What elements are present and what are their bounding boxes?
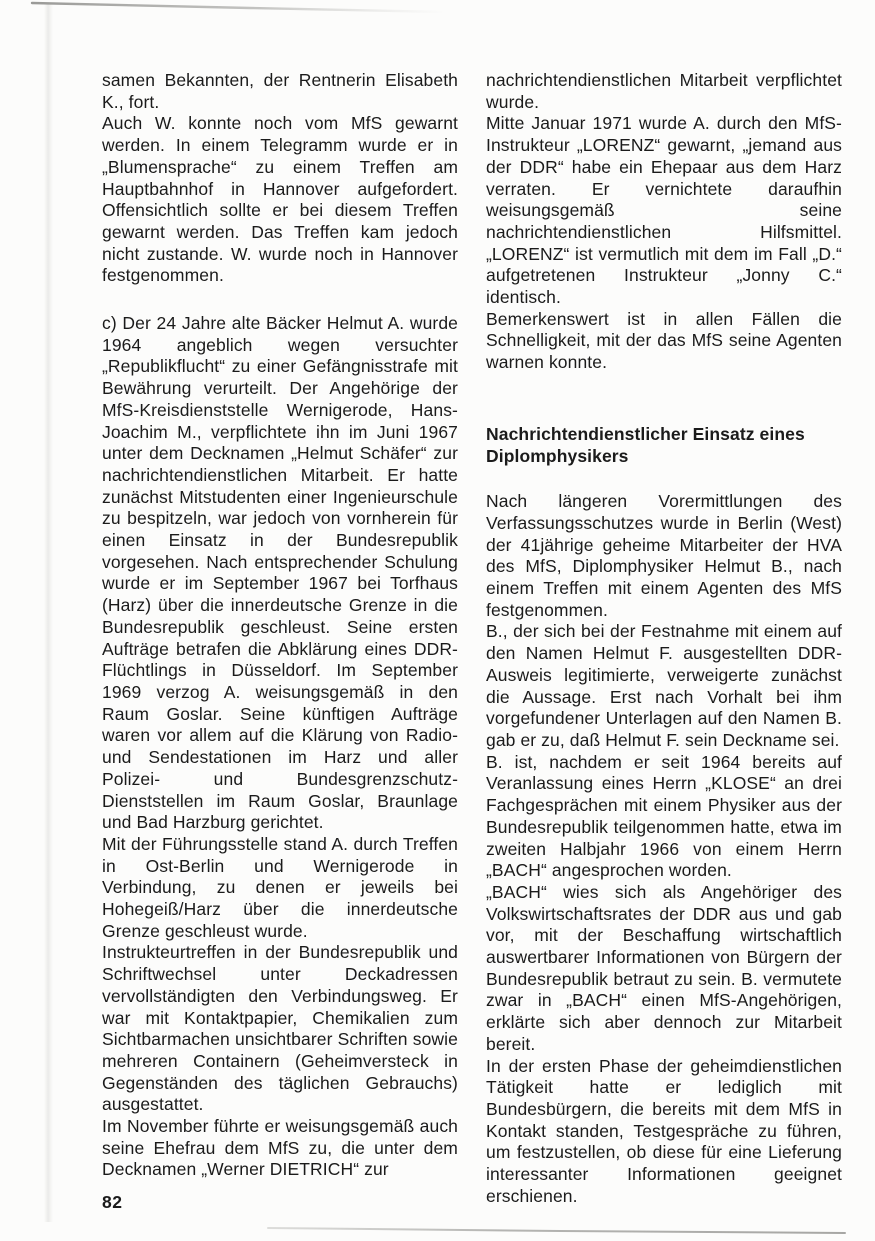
left-column	[102, 70, 458, 1207]
paragraph: In der ersten Phase der geheimdienstlichen Tätigkeit hatte er lediglich mit Bundesbürgern, die bereits mit dem MfS in Kontakt standen, Testgespräche zu führen, um festzustellen, ob diese für eine Lieferung interessanter Informationen geeignet erschienen.	[486, 1055, 842, 1206]
paragraph-case-c: c) Der 24 Jahre alte Bäcker Helmut A. wurde 1964 angeblich wegen versuchter „Republikflucht“ zu einer Gefängnisstrafe mit Bewährung verurteilt. Der Angehörige der MfS-Kreisdienststelle Wernigerode, Hans-Joachim M., verpflichtete ihn im Juni 1967 unter dem Decknamen „Helmut Schäfer“ zur nachrichtendienstlichen Mitarbeit. Er hatte zunächst Mitstudenten einer Ingenieurschule zu bespitzeln, war jedoch von vornherein für einen Einsatz in der Bundesrepublik vorgesehen. Nach entsprechender Schulung wurde er im September 1967 bei Torfhaus (Harz) über die innerdeutsche Grenze in die Bundesrepublik geschleust. Seine ersten Aufträge betrafen die Abklärung eines DDR-Flüchtlings in Düsseldorf. Im September 1969 verzog A. weisungsgemäß in den Raum Goslar. Seine künftigen Aufträge waren vor allem auf die Klärung von Radio- und Sendestationen im Harz und aller Polizei- und Bundesgrenzschutz-Dienststellen im Raum Goslar, Braunlage und Bad Harzburg gerichtet.	[102, 313, 458, 833]
paragraph-continuation: nachrichtendienstlichen Mitarbeit verpflichtet wurde.	[486, 70, 842, 112]
paragraph: Instrukteurtreffen in der Bundesrepublik und Schriftwechsel unter Deckadressen vervollständigten den Verbindungsweg. Er war mit Kontaktpapier, Chemikalien zum Sichtbarmachen unsichtbarer Schriften sowie mehreren Containern (Geheimversteck in Gegenständen des täglichen Gebrauchs) ausgestattet.	[102, 942, 458, 1115]
section-heading: Nachrichtendienstlicher Einsatz eines Diplomphysikers	[486, 423, 805, 466]
paragraph: Auch W. konnte noch vom MfS gewarnt werden. In einem Telegramm wurde er in „Blumensprache“ zu einem Treffen am Hauptbahnhof in Hannover aufgefordert. Offensichtlich sollte er bei diesem Treffen gewarnt werden. Das Treffen kam jedoch nicht zustande. W. wurde noch in Hannover festgenommen.	[102, 113, 458, 286]
paragraph: Nach längeren Vorermittlungen des Verfassungsschutzes wurde in Berlin (West) der 41jährige geheime Mitarbeiter der HVA des MfS, Diplomphysiker Helmut B., nach einem Treffen mit einem Agenten des MfS festgenommen.	[486, 491, 842, 620]
paragraph: B. ist, nachdem er seit 1964 bereits auf Veranlassung eines Herrn „KLOSE“ an drei Fachgesprächen mit einem Physiker aus der Bundesrepublik teilgenommen hatte, etwa im zweiten Halbjahr 1966 von einem Herrn „BACH“ angesprochen worden.	[486, 751, 842, 881]
scan-edge-left	[44, 4, 53, 1222]
page-number: 82	[102, 1192, 123, 1212]
scan-edge-bottom	[268, 1228, 845, 1233]
paragraph: B., der sich bei der Festnahme mit einem auf den Namen Helmut F. ausgestellten DDR-Ausweis legitimierte, verweigerte zunächst die Aussage. Erst nach Vorhalt bei ihm vorgefundener Unterlagen auf den Namen B. gab er zu, daß Helmut F. sein Deckname sei.	[486, 621, 842, 750]
scan-edge-top	[32, 3, 445, 12]
paragraph: Bemerkenswert ist in allen Fällen die Schnelligkeit, mit der das MfS seine Agenten warnen konnte.	[486, 308, 842, 373]
paragraph: „BACH“ wies sich als Angehöriger des Volkswirtschaftsrates der DDR aus und gab vor, mit der Beschaffung wirtschaftlich auswertbarer Informationen von Bürgern der Bundesrepublik betraut zu sein. B. vermutete zwar in „BACH“ einen MfS-Angehörigen, erklärte sich aber dennoch zur Mitarbeit bereit.	[486, 881, 842, 1054]
two-column-text-body	[102, 70, 842, 1207]
paragraph-continuation: samen Bekannten, der Rentnerin Elisabeth K., fort.	[102, 70, 458, 112]
paragraph: Im November führte er weisungsgemäß auch seine Ehefrau dem MfS zu, die unter dem Decknamen „Werner DIETRICH“ zur	[102, 1116, 458, 1180]
right-column	[486, 70, 842, 1207]
paragraph: Mitte Januar 1971 wurde A. durch den MfS-Instrukteur „LORENZ“ gewarnt, „jemand aus der DDR“ habe ein Ehepaar aus dem Harz verraten. Er vernichtete daraufhin weisungsgemäß seine nachrichtendienstlichen Hilfsmittel. „LORENZ“ ist vermutlich mit dem im Fall „D.“ aufgetretenen Instrukteur „Jonny C.“ identisch.	[486, 113, 842, 308]
paragraph: Mit der Führungsstelle stand A. durch Treffen in Ost-Berlin und Wernigerode in Verbindung, zu denen er jeweils bei Hohegeiß/Harz über die innerdeutsche Grenze geschleust wurde.	[102, 833, 458, 941]
